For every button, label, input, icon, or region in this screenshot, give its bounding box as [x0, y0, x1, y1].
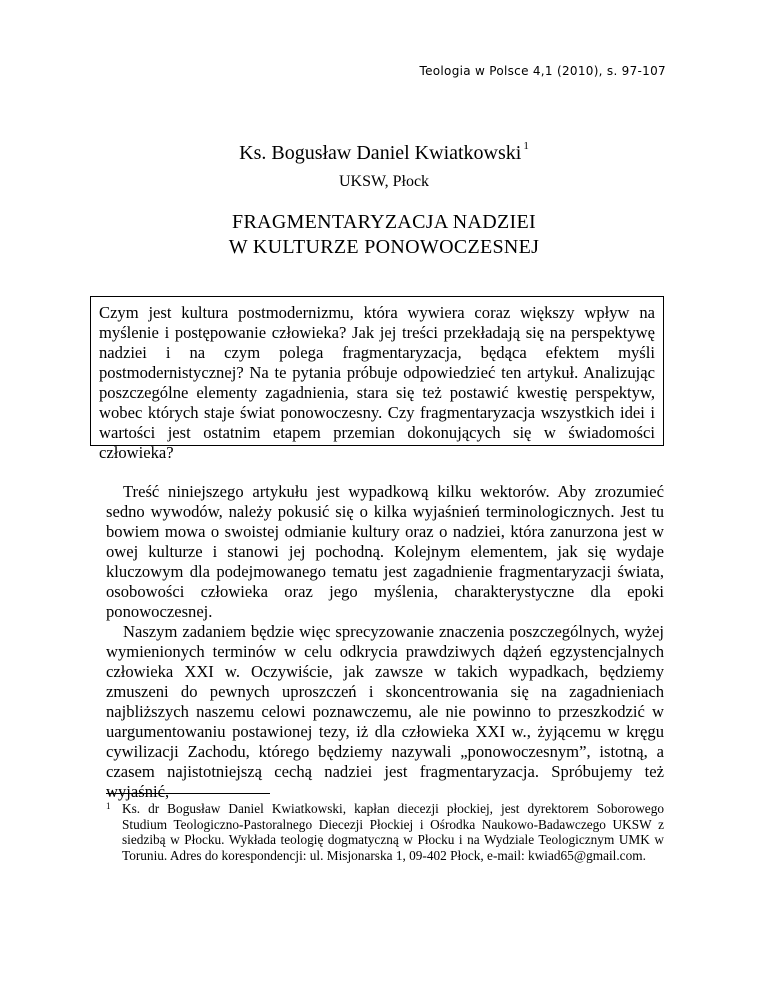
author-name: Ks. Bogusław Daniel Kwiatkowski [239, 142, 522, 164]
body-paragraph-2: Naszym zadaniem będzie więc sprecyzowanie znaczenia poszczególnych, wyżej wymienionych terminów w celu odkrycia prawdziwych dążeń egzystencjalnych człowieka XXI w. Oczywiście, jak zawsze w takich wypadkach, będziemy zmuszeni do pewnych uproszczeń i skoncentrowania się na zagadnieniach najbliższych naszemu celowi poznawczemu, ale nie powinno to przeszkodzić w uargumentowaniu postawionej tezy, iż dla człowieka XXI w., żyjącemu w kręgu cywilizacji Zachodu, którego będziemy nazywali „ponowoczesnym”, istotną, a czasem najistotniejszą cechą nadziei jest fragmentaryzacja. Spróbujemy też wyjaśnić, [106, 622, 664, 801]
body-paragraph-1: Treść niniejszego artykułu jest wypadkową kilku wektorów. Aby zrozumieć sedno wywodów, należy pokusić się o kilka wyjaśnień terminologicznych. Jest tu bowiem mowa o swoistej odmianie kultury oraz o nadziei, która zanurzona jest w owej kulturze i stanowi jej pochodną. Kolejnym elementem, jak się wydaje kluczowym dla podejmowanego tematu jest zagadnienie fragmentaryzacji świata, osobowości człowieka oraz jego myślenia, charakterystyczne dla epoki ponowoczesnej. [106, 482, 664, 621]
title-line-1: FRAGMENTARYZACJA NADZIEI [232, 211, 536, 233]
article-body [106, 482, 664, 802]
journal-reference: Teologia w Polsce 4,1 (2010), s. 97-107 [419, 64, 666, 78]
footnote-text: Ks. dr Bogusław Daniel Kwiatkowski, kapłan diecezji płockiej, jest dyrektorem Soborowego Studium Teologiczno-Pastoralnego Diecezji Płockiej i Ośrodka Naukowo-Badawczego UKSW z siedzibą w Płocku. Wykłada teologię dogmatyczną w Płocku i na Wydziale Teologicznym UMK w Toruniu. Adres do korespondencji: ul. Misjonarska 1, 09-402 Płock, e-mail: kwiad65@gmail.com. [122, 801, 664, 863]
footnote-divider [106, 793, 270, 794]
author-affiliation: UKSW, Płock [338, 173, 430, 190]
author-footnote-mark: 1 [523, 140, 529, 152]
title-line-2: W KULTURZE PONOWOCZESNEJ [228, 236, 540, 258]
footnote [106, 801, 664, 863]
footnote-number: 1 [106, 801, 111, 811]
abstract-box: Czym jest kultura postmodernizmu, która wywiera coraz większy wpływ na myślenie i postępowanie człowieka? Jak jej treści przekładają się na perspektywę nadziei i na czym polega fragmentaryzacja, będąca efektem myśli postmodernistycznej? Na te pytania próbuje odpowiedzieć ten artykuł. Analizując poszczególne elementy zagadnienia, stara się też postawić kwestię perspektyw, wobec których staje świat ponowoczesny. Czy fragmentaryzacja wszystkich idei i wartości jest ostatnim etapem przemian dokonujących się w świadomości człowieka? [90, 296, 664, 446]
article-title [0, 210, 768, 260]
author-line [0, 142, 768, 165]
